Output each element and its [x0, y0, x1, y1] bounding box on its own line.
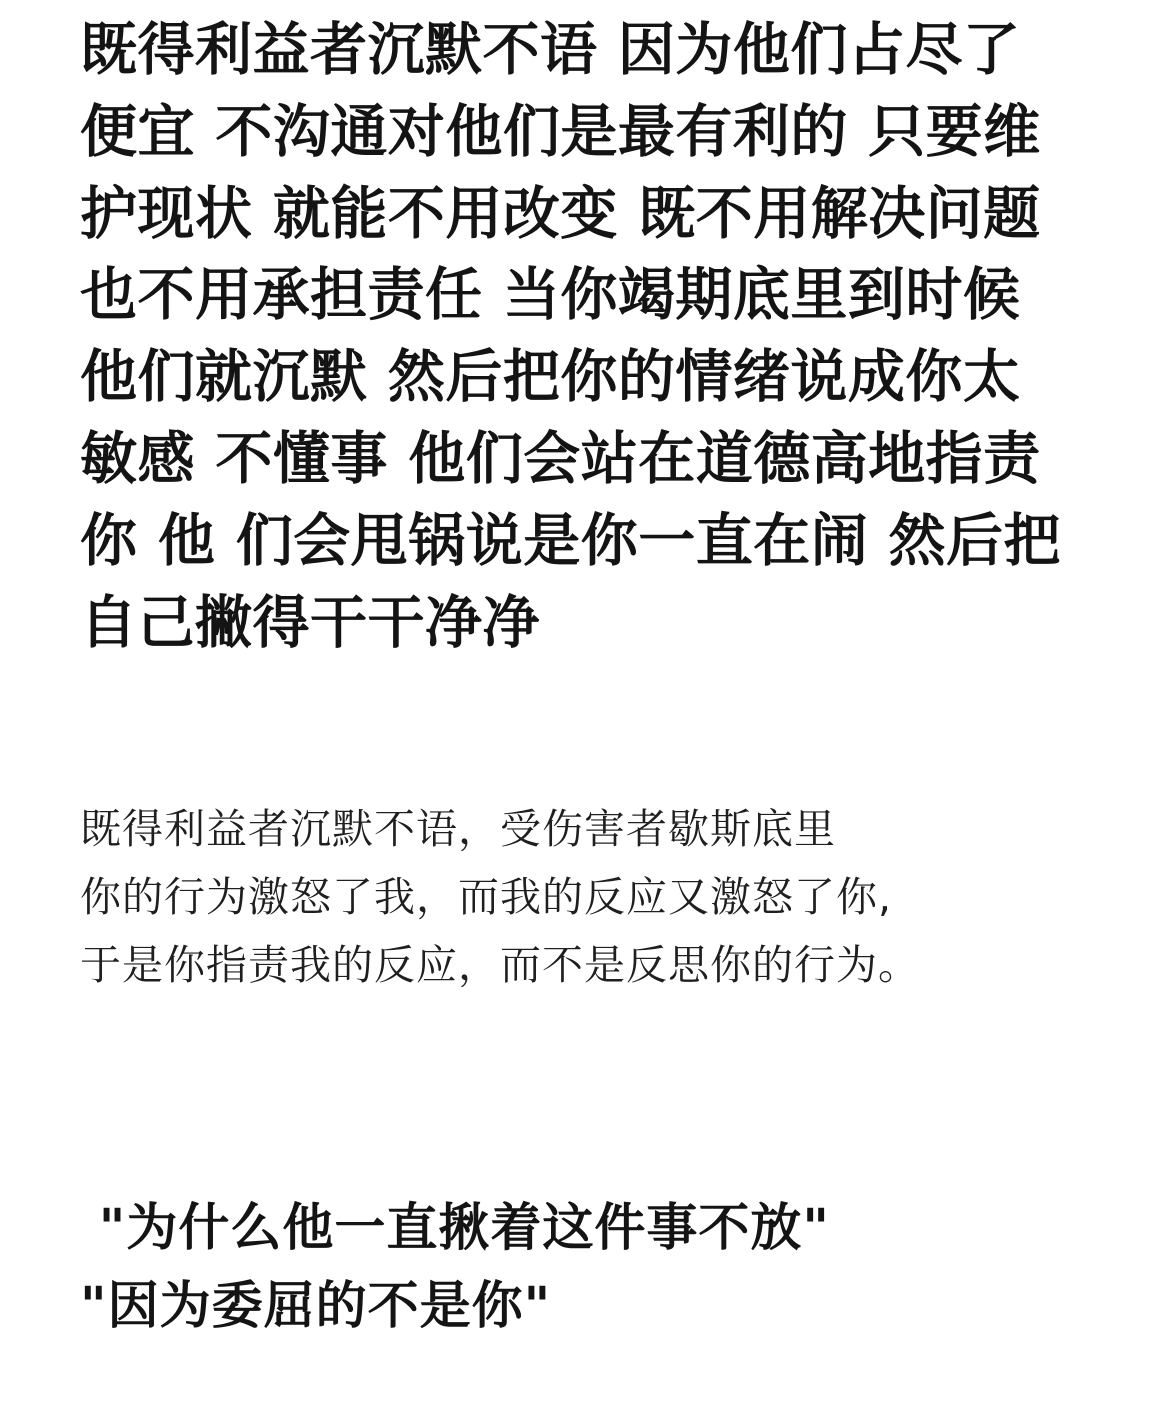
top-paragraph-line: 你 他 们会甩锅说是你一直在闹 然后把 [80, 507, 1062, 574]
top-paragraph-line: 既得利益者沉默不语 因为他们占尽了 [80, 17, 1021, 83]
top-paragraph-line: 便宜 不沟通对他们是最有利的 只要维 [80, 98, 1041, 165]
top-paragraph-line: 护现状 就能不用改变 既不用解决问题 [80, 180, 1041, 247]
top-paragraph-line: 自己撇得干干净净 [80, 589, 540, 656]
middle-paragraph-line: 既得利益者沉默不语，受伤害者歇斯底里 [80, 805, 836, 853]
middle-paragraph-line: 你的行为激怒了我，而我的反应又激怒了你, [80, 873, 893, 921]
top-paragraph-line: 他们就沉默 然后把你的情绪说成你太 [80, 344, 1021, 411]
quote-block [80, 1190, 1080, 1346]
quote-question: "为什么他一直揪着这件事不放" [80, 1199, 830, 1258]
top-paragraph-line: 敏感 不懂事 他们会站在道德高地指责 [80, 425, 1041, 492]
quote-answer: "因为委屈的不是你" [80, 1277, 552, 1336]
middle-paragraph-line: 于是你指责我的反应，而不是反思你的行为。 [80, 941, 920, 989]
top-paragraph [80, 10, 1100, 664]
top-paragraph-line: 也不用承担责任 当你竭期底里到时候 [80, 262, 1021, 329]
middle-paragraph [80, 795, 1080, 999]
